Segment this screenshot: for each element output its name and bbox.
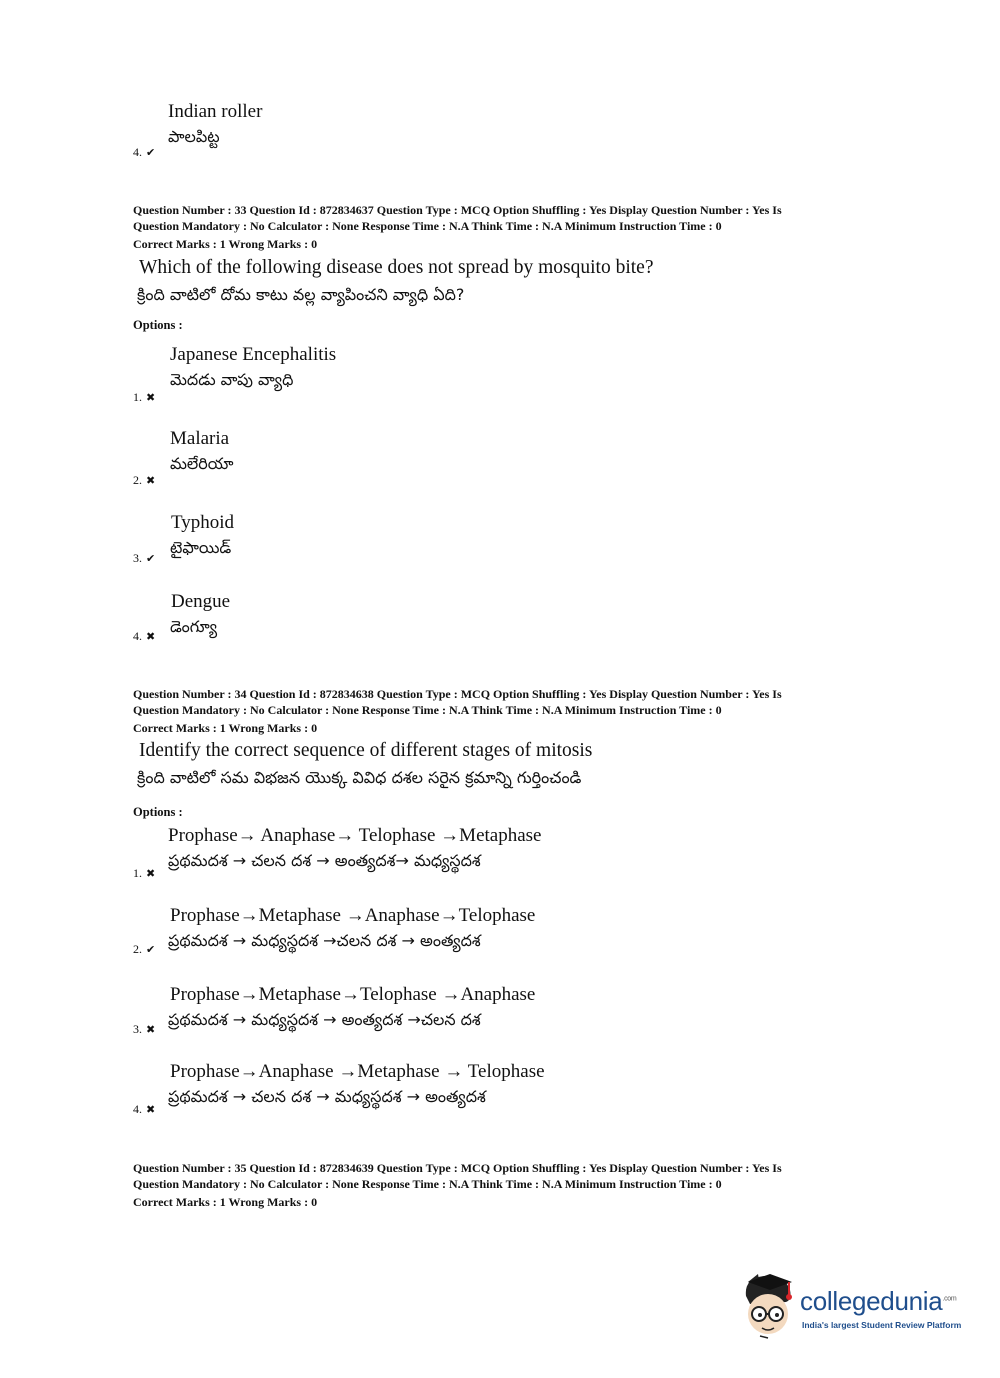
q34-text-en: Identify the correct sequence of different stages of mitosis	[139, 740, 593, 761]
q34-option-4-en: Prophase→Anaphase →Metaphase → Telophase	[170, 1061, 545, 1082]
logo-suffix: .com	[942, 1295, 957, 1303]
q34-option-2-te: ప్రథమదశ → మధ్యస్థదశ →చలన దశ → అంత్యదశ	[168, 931, 481, 950]
q33-meta-line1: Question Number : 33 Question Id : 872834637 Question Type : MCQ Option Shuffling : Yes Display Question Number : Yes Is	[133, 203, 782, 217]
prev-option-4-en: Indian roller	[168, 101, 263, 122]
q35-meta-line2: Question Mandatory : No Calculator : None Response Time : N.A Think Time : N.A Minimum Instruction Time : 0	[133, 1177, 722, 1191]
wrong-cross-icon: ✖	[146, 868, 156, 880]
q34-option-3-te: ప్రథమదశ → మధ్యస్థదశ → అంత్యదశ →చలన దశ	[168, 1010, 481, 1029]
correct-check-icon: ✔	[146, 944, 156, 956]
q34-meta-line2: Question Mandatory : No Calculator : None Response Time : N.A Think Time : N.A Minimum Instruction Time : 0	[133, 703, 722, 717]
q34-meta-line3: Correct Marks : 1 Wrong Marks : 0	[133, 721, 318, 735]
q35-meta-line1: Question Number : 35 Question Id : 872834639 Question Type : MCQ Option Shuffling : Yes Display Question Number : Yes Is	[133, 1161, 782, 1175]
q34-option-4-te: ప్రథమదశ → చలన దశ → మధ్యస్థదశ → అంత్యదశ	[168, 1087, 486, 1106]
q33-option-2-te: మలేరియా	[170, 454, 234, 473]
q34-option-1-en: Prophase→ Anaphase→ Telophase →Metaphase	[168, 825, 542, 846]
logo-wordmark	[800, 1286, 956, 1317]
q34-meta-line1: Question Number : 34 Question Id : 872834638 Question Type : MCQ Option Shuffling : Yes Display Question Number : Yes Is	[133, 687, 782, 701]
wrong-cross-icon: ✖	[146, 631, 156, 643]
correct-check-icon: ✔	[146, 553, 156, 565]
correct-check-icon: ✔	[146, 147, 156, 159]
q33-option-4-en: Dengue	[171, 591, 231, 612]
q33-option-1-number: 1. ✖	[133, 390, 156, 404]
wrong-cross-icon: ✖	[146, 1104, 156, 1116]
q35-meta	[133, 1160, 782, 1210]
q33-option-3-te: టైఫాయిడ్	[170, 538, 232, 557]
q34-option-1-number: 1. ✖	[133, 866, 156, 880]
prev-option-4-te: పాలపిట్ట	[168, 127, 220, 146]
q33-option-2-number: 2. ✖	[133, 473, 156, 487]
q33-option-3-en: Typhoid	[171, 512, 235, 533]
wrong-cross-icon: ✖	[146, 475, 156, 487]
q33-meta-line3: Correct Marks : 1 Wrong Marks : 0	[133, 237, 318, 251]
q33-option-1-te: మెదడు వాపు వ్యాధి	[170, 370, 294, 389]
q33-text-te: క్రింది వాటిలో దోమ కాటు వల్ల వ్యాపించని వ్యాధి ఏది?	[137, 285, 465, 304]
q34-option-3-en: Prophase→Metaphase→Telophase →Anaphase	[170, 984, 536, 1005]
logo-name: collegedunia	[800, 1286, 943, 1316]
q34-option-1-te: ప్రథమదశ → చలన దశ → అంత్యదశ→ మధ్యస్థదశ	[168, 851, 481, 870]
q35-meta-line3: Correct Marks : 1 Wrong Marks : 0	[133, 1195, 318, 1209]
q33-option-4-number: 4. ✖	[133, 629, 156, 643]
q33-option-1-en: Japanese Encephalitis	[170, 344, 337, 365]
q33-option-4-te: డెంగ్యూ	[170, 617, 218, 636]
q33-text-en: Which of the following disease does not spread by mosquito bite?	[139, 257, 654, 278]
q33-meta-line2: Question Mandatory : No Calculator : None Response Time : N.A Think Time : N.A Minimum Instruction Time : 0	[133, 219, 722, 233]
student-mascot-icon	[740, 1272, 798, 1340]
q34-option-3-number: 3. ✖	[133, 1022, 156, 1036]
logo-tagline: India's largest Student Review Platform	[802, 1320, 962, 1330]
q33-option-2-en: Malaria	[170, 428, 230, 449]
collegedunia-logo	[740, 1272, 970, 1342]
q34-option-4-number: 4. ✖	[133, 1102, 156, 1116]
q34-meta	[133, 686, 782, 736]
q33-option-3-number: 3. ✔	[133, 551, 156, 565]
q34-option-2-number: 2. ✔	[133, 942, 156, 956]
q33-options-label: Options :	[133, 318, 183, 332]
q33-meta	[133, 202, 782, 252]
prev-option-4-number: 4. ✔	[133, 145, 156, 159]
wrong-cross-icon: ✖	[146, 392, 156, 404]
q34-options-label: Options :	[133, 805, 183, 819]
wrong-cross-icon: ✖	[146, 1024, 156, 1036]
q34-option-2-en: Prophase→Metaphase →Anaphase→Telophase	[170, 905, 536, 926]
q34-text-te: క్రింది వాటిలో సమ విభజన యొక్క వివిధ దశల సరైన క్రమాన్ని గుర్తించండి	[137, 768, 582, 787]
